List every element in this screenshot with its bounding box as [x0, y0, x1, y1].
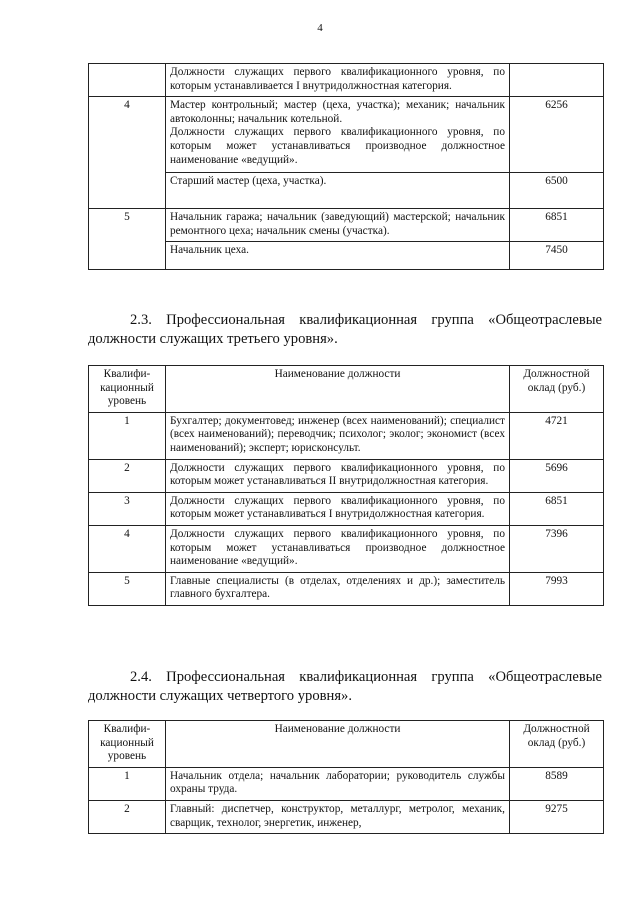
level-cell: 2 — [89, 800, 166, 833]
salary-cell: 6256 — [510, 97, 604, 173]
position-cell: Должности служащих первого квалификационного уровня, по которым может устанавливаться I внутридолжностная категория. — [166, 492, 510, 525]
table-row — [89, 242, 604, 270]
position-cell: Начальник гаража; начальник (заведующий) мастерской; начальник ремонтного цеха; начальник смены (участка). — [166, 209, 510, 242]
level-cell: 4 — [89, 97, 166, 209]
table-row — [89, 173, 604, 209]
header-level: Квалифи-кационный уровень — [89, 366, 166, 413]
table-row — [89, 492, 604, 525]
position-cell: Должности служащих первого квалификационного уровня, по которым может устанавливаться II внутридолжностная категория. — [166, 459, 510, 492]
salary-cell: 6851 — [510, 209, 604, 242]
level-cell — [89, 64, 166, 97]
section-heading-2-4: 2.4. Профессиональная квалификационная группа «Общеотраслевые должности служащих четвертого уровня». — [88, 669, 602, 704]
position-cell: Должности служащих первого квалификационного уровня, по которым устанавливается I внутридолжностная категория. — [166, 64, 510, 97]
salary-cell: 7993 — [510, 572, 604, 605]
salary-cell: 5696 — [510, 459, 604, 492]
salary-cell: 4721 — [510, 412, 604, 459]
level-cell: 5 — [89, 209, 166, 270]
position-cell: Начальник отдела; начальник лаборатории; руководитель службы охраны труда. — [166, 767, 510, 800]
table-section-2-3 — [88, 365, 604, 606]
table-row — [89, 64, 604, 97]
salary-cell: 9275 — [510, 800, 604, 833]
table-header-row — [89, 721, 604, 768]
position-cell: Начальник цеха. — [166, 242, 510, 270]
level-cell: 1 — [89, 767, 166, 800]
salary-cell: 7450 — [510, 242, 604, 270]
table-row — [89, 209, 604, 242]
table-continuation — [88, 63, 604, 270]
level-cell: 4 — [89, 525, 166, 572]
header-position: Наименование должности — [166, 366, 510, 413]
table-row — [89, 412, 604, 459]
position-cell: Старший мастер (цеха, участка). — [166, 173, 510, 209]
table-header-row — [89, 366, 604, 413]
header-position: Наименование должности — [166, 721, 510, 768]
salary-cell: 7396 — [510, 525, 604, 572]
position-cell: Мастер контрольный; мастер (цеха, участка); механик; начальник автоколонны; начальник котельной. Должности служащих первого квалификационного уровня, по которым может устанавливаться производное должностное наименование «ведущий». — [166, 97, 510, 173]
table-row — [89, 572, 604, 605]
header-salary: Должностной оклад (руб.) — [510, 366, 604, 413]
position-cell: Бухгалтер; документовед; инженер (всех наименований); специалист (всех наименований); переводчик; психолог; эколог; экономист (всех наименований); эксперт; юрисконсульт. — [166, 412, 510, 459]
section-heading-2-3: 2.3. Профессиональная квалификационная группа «Общеотраслевые должности служащих третьего уровня». — [88, 312, 602, 347]
page-number: 4 — [317, 22, 323, 34]
table-row — [89, 800, 604, 833]
salary-cell: 6500 — [510, 173, 604, 209]
table-row — [89, 525, 604, 572]
level-cell: 5 — [89, 572, 166, 605]
table-section-2-4 — [88, 720, 604, 834]
salary-cell: 6851 — [510, 492, 604, 525]
salary-cell: 8589 — [510, 767, 604, 800]
position-cell: Должности служащих первого квалификационного уровня, по которым может устанавливаться производное должностное наименование «ведущий». — [166, 525, 510, 572]
level-cell: 3 — [89, 492, 166, 525]
table-row — [89, 767, 604, 800]
level-cell: 2 — [89, 459, 166, 492]
table-row — [89, 97, 604, 173]
position-cell: Главный: диспетчер, конструктор, металлург, метролог, механик, сварщик, технолог, энергетик, инженер, — [166, 800, 510, 833]
header-salary: Должностной оклад (руб.) — [510, 721, 604, 768]
level-cell: 1 — [89, 412, 166, 459]
table-row — [89, 459, 604, 492]
salary-cell — [510, 64, 604, 97]
position-cell: Главные специалисты (в отделах, отделениях и др.); заместитель главного бухгалтера. — [166, 572, 510, 605]
header-level: Квалифи-кационный уровень — [89, 721, 166, 768]
